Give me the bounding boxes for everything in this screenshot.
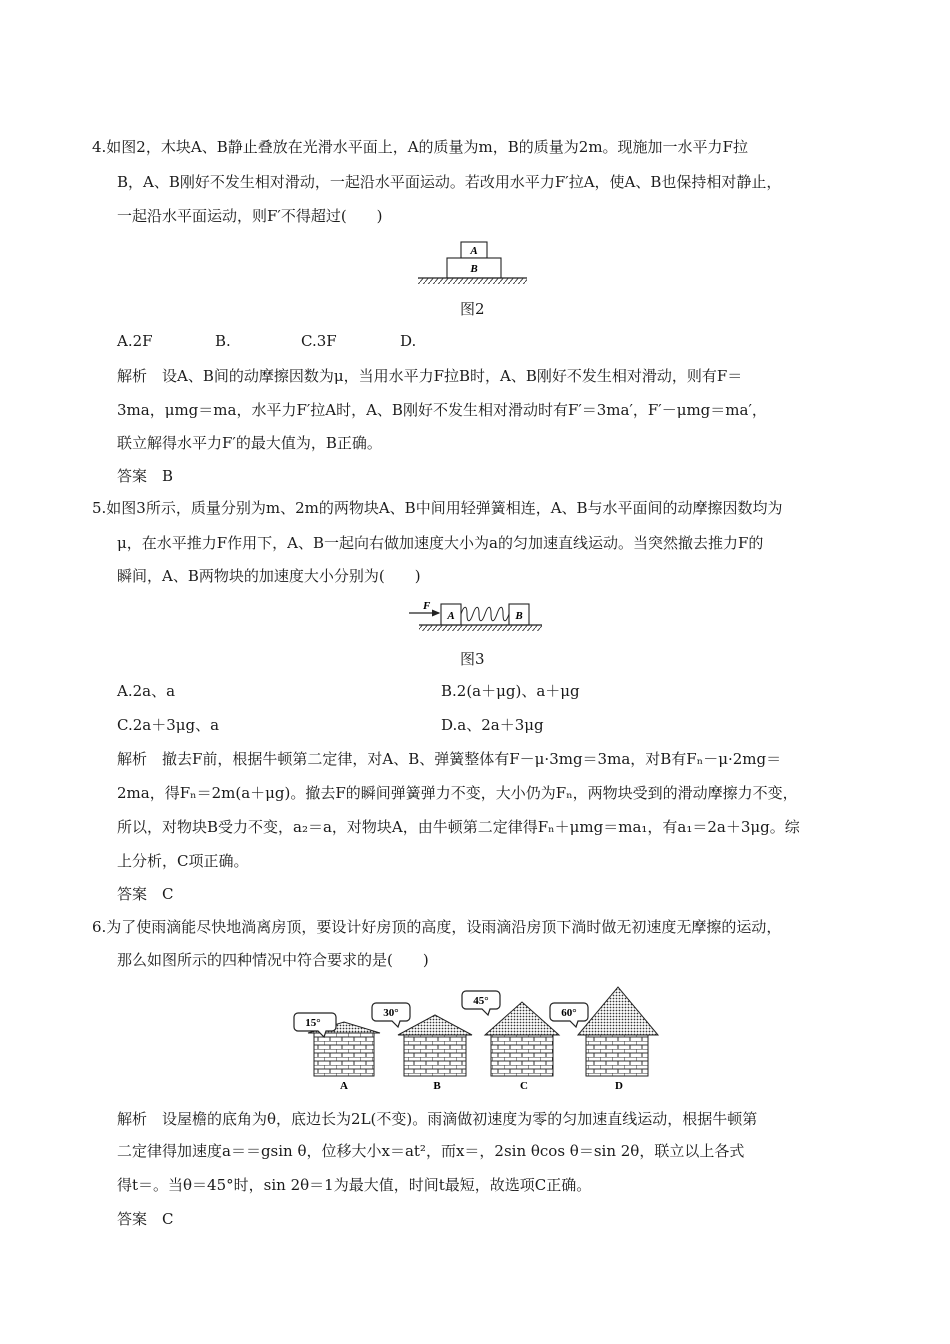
figure-roof-options — [288, 985, 668, 1095]
q5-analysis-line-3: 所以，对物块B受力不变，a₂＝a，对物块A，由牛顿第二定律得Fₙ＋μmg＝ma₁，有a₁＝2a＋3μg。综 — [117, 818, 800, 836]
figure-3-spring-blocks — [405, 598, 545, 636]
house-c-label: C — [520, 1080, 528, 1092]
block-b-label: B — [515, 610, 523, 622]
q4-analysis-line-2: 3ma，μmg＝ma，水平力F′拉A时，A、B刚好不发生相对滑动时有F′＝3ma′，F′－μmg＝ma′， — [117, 401, 767, 419]
q4-option-d: D. — [400, 332, 417, 350]
q4-option-b: B. — [215, 332, 231, 350]
q4-option-a: A.2F — [117, 332, 153, 350]
force-f-label: F — [423, 600, 431, 612]
q5-analysis-line-4: 上分析，C项正确。 — [117, 852, 249, 870]
house-d-wall — [586, 1034, 648, 1076]
q4-stem-line-2: B，A、B刚好不发生相对滑动，一起沿水平面运动。若改用水平力F′拉A，使A、B也保持相对静止， — [117, 173, 782, 191]
q4-stem-line-3: 一起沿水平面运动，则F′不得超过( ) — [117, 207, 383, 225]
block-b-label: B — [470, 263, 478, 275]
house-b-label: B — [433, 1080, 441, 1092]
q4-stem-line-1: 4.如图2，木块A、B静止叠放在光滑水平面上，A的质量为m，B的质量为2m。现施加一水平力F拉 — [92, 138, 748, 156]
house-b-angle: 30° — [383, 1007, 399, 1019]
house-b-wall — [404, 1034, 466, 1076]
q4-answer: 答案 B — [117, 467, 174, 485]
q4-analysis-line-1: 解析 设A、B间的动摩擦因数为μ，当用水平力F拉B时，A、B刚好不发生相对滑动，则有F＝ — [117, 367, 743, 385]
q5-option-a: A.2a、a — [117, 682, 176, 700]
q5-analysis-line-2: 2ma，得Fₙ＝2m(a＋μg)。撤去F的瞬间弹簧弹力不变，大小仍为Fₙ，两物块受到的滑动摩擦力不变， — [117, 784, 798, 802]
house-a-label: A — [340, 1080, 348, 1092]
spring — [461, 607, 509, 621]
q6-analysis-line-3: 得t＝。当θ＝45°时，sin 2θ＝1为最大值，时间t最短，故选项C正确。 — [117, 1176, 592, 1194]
house-a-angle: 15° — [305, 1017, 321, 1029]
q6-stem-line-2: 那么如图所示的四种情况中符合要求的是( ) — [117, 951, 429, 969]
q6-stem-line-1: 6.为了使雨滴能尽快地淌离房顶，要设计好房顶的高度，设雨滴沿房顶下淌时做无初速度无摩擦的运动， — [92, 918, 782, 936]
q6-analysis-line-2: 二定律得加速度a＝＝gsin θ，位移大小x＝at²，而x＝，2sin θcos θ＝sin 2θ，联立以上各式 — [117, 1142, 745, 1160]
q5-analysis-line-1: 解析 撤去F前，根据牛顿第二定律，对A、B、弹簧整体有F－μ·3mg＝3ma，对B有Fₙ－μ·2mg＝ — [117, 750, 782, 768]
house-c — [462, 991, 559, 1092]
figure-2-stacked-blocks — [415, 240, 530, 288]
block-a-label: A — [470, 245, 478, 257]
q4-option-c: C.3F — [301, 332, 337, 350]
q5-stem-line-2: μ，在水平推力F作用下，A、B一起向右做加速度大小为a的匀加速直线运动。当突然撤去推力F的 — [117, 534, 764, 552]
house-a-wall — [314, 1032, 374, 1076]
q5-stem-line-1: 5.如图3所示，质量分别为m、2m的两物块A、B中间用轻弹簧相连，A、B与水平面间的动摩擦因数均为 — [92, 499, 783, 517]
ground-hatch — [418, 278, 527, 284]
q4-analysis-line-3: 联立解得水平力F′的最大值为，B正确。 — [117, 434, 382, 452]
q5-option-c: C.2a＋3μg、a — [117, 716, 220, 734]
house-c-wall — [491, 1034, 553, 1076]
q6-analysis-line-1: 解析 设屋檐的底角为θ，底边长为2L(不变)。雨滴做初速度为零的匀加速直线运动，根据牛顿第 — [117, 1110, 758, 1128]
house-d-angle: 60° — [561, 1007, 577, 1019]
q6-answer: 答案 C — [117, 1210, 174, 1228]
house-c-angle: 45° — [473, 995, 489, 1007]
block-a-label: A — [447, 610, 455, 622]
house-d — [550, 987, 658, 1092]
house-d-roof — [578, 987, 658, 1035]
house-b — [372, 1003, 472, 1092]
q5-option-d: D.a、2a＋3μg — [441, 716, 544, 734]
ground-hatch — [419, 625, 542, 631]
q5-stem-line-3: 瞬间，A、B两物块的加速度大小分别为( ) — [117, 567, 421, 585]
house-d-label: D — [615, 1080, 623, 1092]
q5-answer: 答案 C — [117, 885, 174, 903]
house-a — [294, 1013, 380, 1092]
figure-2-caption: 图2 — [460, 300, 485, 318]
figure-3-caption: 图3 — [460, 650, 485, 668]
q5-option-b: B.2(a＋μg)、a＋μg — [441, 682, 580, 700]
